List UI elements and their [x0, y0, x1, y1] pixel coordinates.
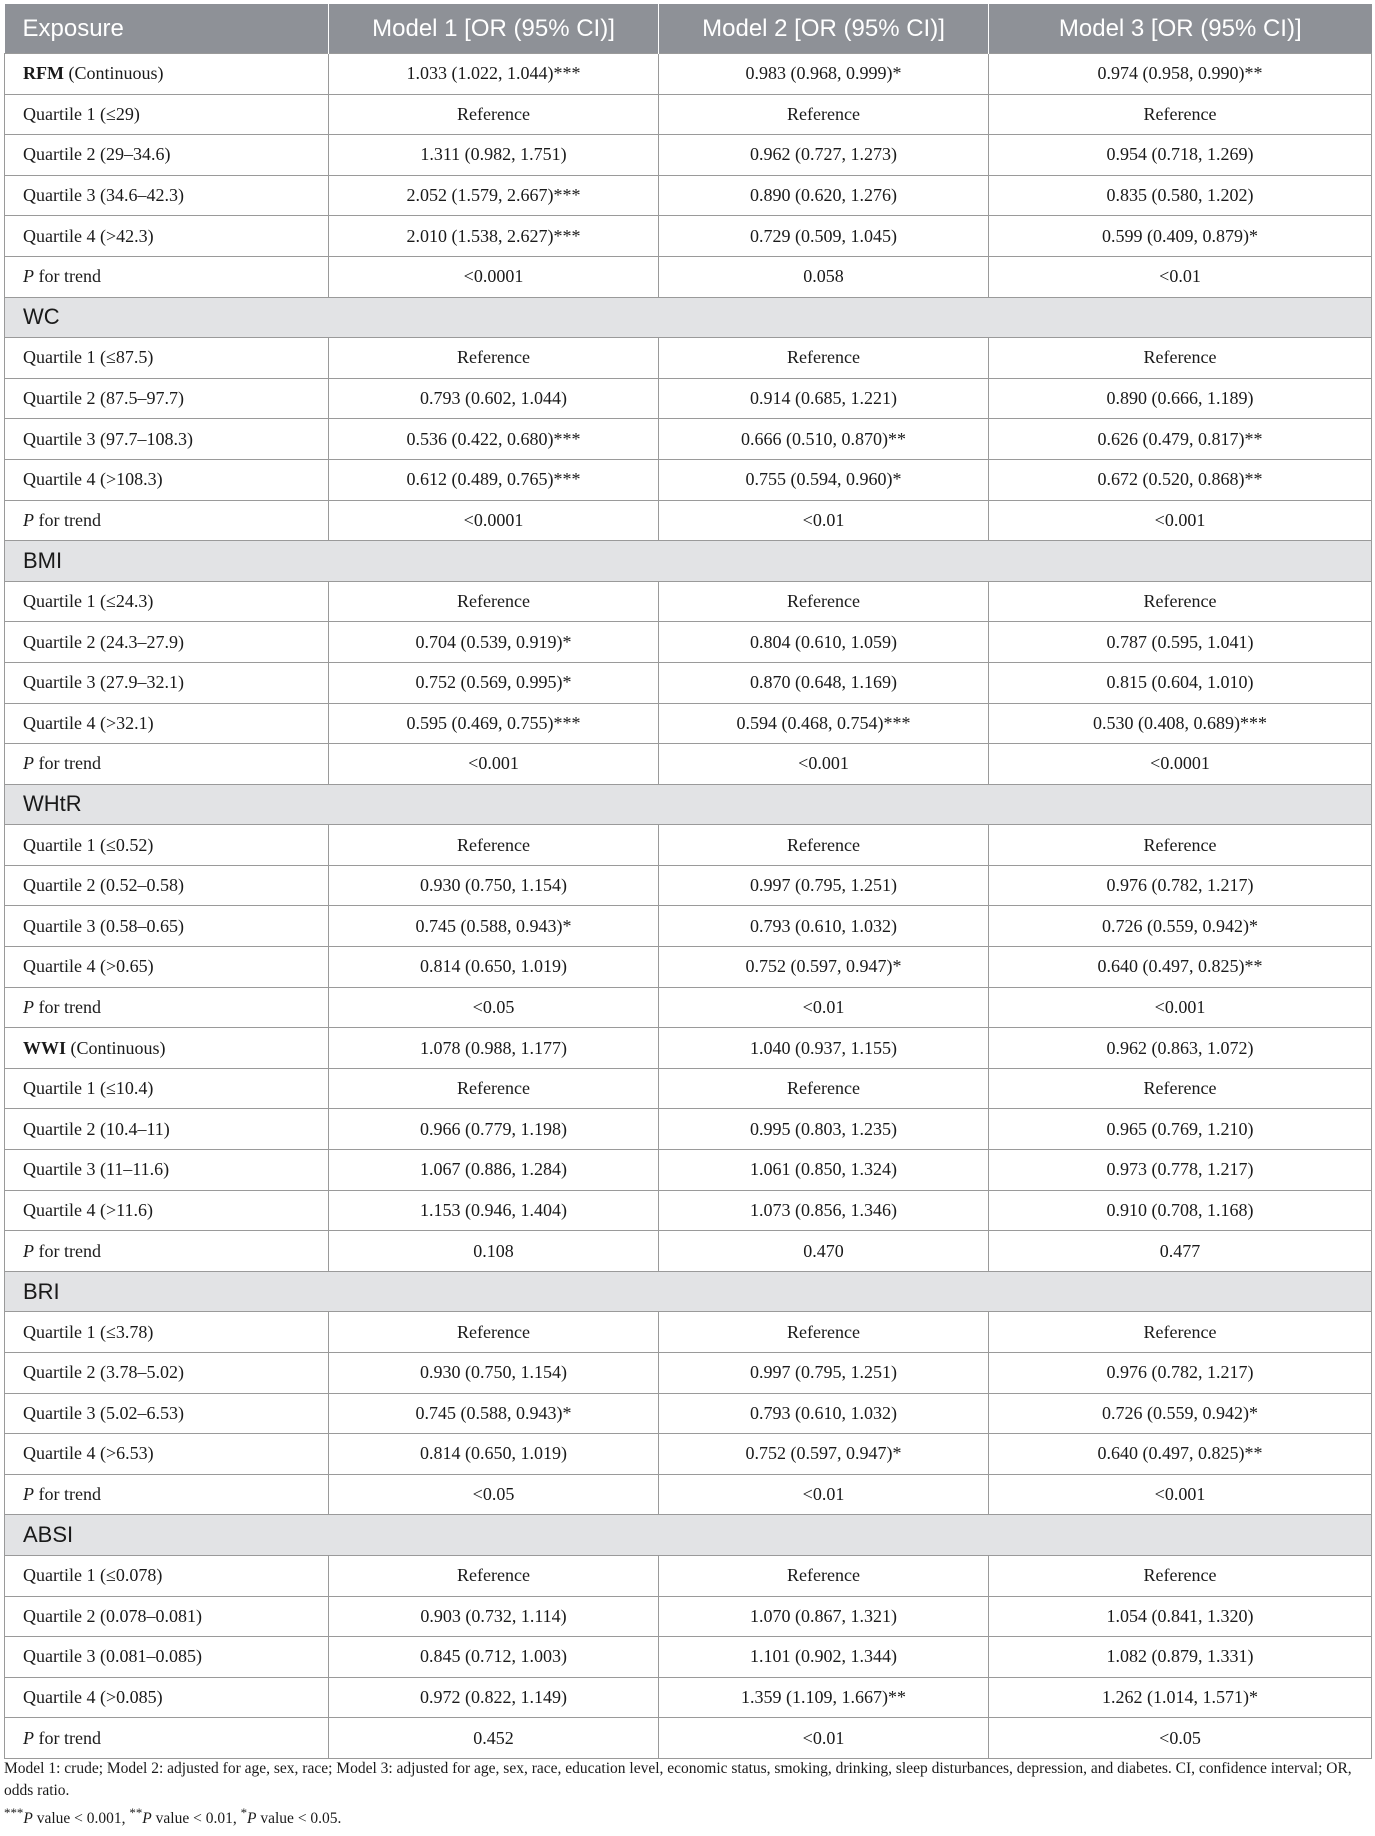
model-1-cell: 0.845 (0.712, 1.003)	[329, 1637, 659, 1678]
model-3-cell: 0.965 (0.769, 1.210)	[989, 1109, 1372, 1150]
exposure-cell	[5, 1068, 329, 1109]
exposure-label: Quartile 1 (≤29)	[23, 103, 140, 124]
model-3-cell: 0.726 (0.559, 0.942)*	[989, 1393, 1372, 1434]
model-2-cell: 0.870 (0.648, 1.169)	[659, 662, 989, 703]
model-3-cell: 0.787 (0.595, 1.041)	[989, 622, 1372, 663]
exposure-label: Quartile 1 (≤3.78)	[23, 1321, 154, 1342]
table-footnote	[4, 1758, 1371, 1830]
section-header-row	[5, 784, 1372, 825]
p-label: P	[23, 996, 34, 1017]
model-2-cell: 0.983 (0.968, 0.999)*	[659, 54, 989, 95]
exposure-label: Quartile 4 (>0.65)	[23, 956, 154, 977]
p-label: P	[23, 266, 34, 287]
model-3-cell: Reference	[989, 1312, 1372, 1353]
exposure-cell	[5, 1353, 329, 1394]
exposure-label: for trend	[34, 266, 101, 287]
exposure-label: Quartile 2 (29–34.6)	[23, 144, 171, 165]
table-row	[5, 947, 1372, 988]
model-1-cell: Reference	[329, 581, 659, 622]
table-row	[5, 459, 1372, 500]
exposure-cell	[5, 1150, 329, 1191]
table-row	[5, 1596, 1372, 1637]
exposure-label: Quartile 4 (>108.3)	[23, 469, 163, 490]
model-2-cell: Reference	[659, 1312, 989, 1353]
model-2-cell: Reference	[659, 825, 989, 866]
p-trend-row	[5, 1718, 1372, 1759]
table-row	[5, 94, 1372, 135]
model-3-cell: 0.626 (0.479, 0.817)**	[989, 419, 1372, 460]
model-1-cell: 0.972 (0.822, 1.149)	[329, 1677, 659, 1718]
model-1-cell: 0.595 (0.469, 0.755)***	[329, 703, 659, 744]
table-row	[5, 1109, 1372, 1150]
model-1-cell: 1.067 (0.886, 1.284)	[329, 1150, 659, 1191]
exposure-cell	[5, 1028, 329, 1069]
model-1-cell: Reference	[329, 825, 659, 866]
table-row	[5, 703, 1372, 744]
results-table-container	[4, 4, 1371, 1759]
exposure-label: Quartile 3 (5.02–6.53)	[23, 1402, 184, 1423]
exposure-cell	[5, 1677, 329, 1718]
model-1-cell: 0.930 (0.750, 1.154)	[329, 1353, 659, 1394]
table-row	[5, 1555, 1372, 1596]
table-row	[5, 1068, 1372, 1109]
exposure-label: Quartile 1 (≤24.3)	[23, 591, 154, 612]
model-2-cell: <0.01	[659, 1718, 989, 1759]
model-2-cell: 0.804 (0.610, 1.059)	[659, 622, 989, 663]
exposure-cell	[5, 703, 329, 744]
exposure-cell	[5, 987, 329, 1028]
exposure-label: Quartile 4 (>32.1)	[23, 712, 154, 733]
exposure-cell	[5, 256, 329, 297]
exposure-label: Quartile 2 (10.4–11)	[23, 1118, 170, 1139]
exposure-cell	[5, 1474, 329, 1515]
model-1-cell: 0.814 (0.650, 1.019)	[329, 1434, 659, 1475]
model-2-cell: 1.040 (0.937, 1.155)	[659, 1028, 989, 1069]
exposure-cell	[5, 1393, 329, 1434]
model-3-cell: <0.001	[989, 500, 1372, 541]
exposure-cell	[5, 338, 329, 379]
model-2-cell: 0.997 (0.795, 1.251)	[659, 1353, 989, 1394]
p-trend-row	[5, 256, 1372, 297]
exposure-cell	[5, 1555, 329, 1596]
model-2-cell: <0.01	[659, 987, 989, 1028]
model-1-cell: Reference	[329, 94, 659, 135]
exposure-label: Quartile 2 (3.78–5.02)	[23, 1362, 184, 1383]
model-2-cell: 0.594 (0.468, 0.754)***	[659, 703, 989, 744]
model-2-cell: <0.001	[659, 744, 989, 785]
model-3-cell: 0.910 (0.708, 1.168)	[989, 1190, 1372, 1231]
model-3-cell: 0.974 (0.958, 0.990)**	[989, 54, 1372, 95]
exposure-cell	[5, 1312, 329, 1353]
header-model-1: Model 1 [OR (95% CI)]	[329, 4, 659, 54]
p-trend-row	[5, 744, 1372, 785]
model-3-cell: <0.0001	[989, 744, 1372, 785]
model-2-cell: 0.470	[659, 1231, 989, 1272]
exposure-label: for trend	[34, 1484, 101, 1505]
model-1-cell: <0.0001	[329, 500, 659, 541]
model-3-cell: 0.477	[989, 1231, 1372, 1272]
model-1-cell: 0.745 (0.588, 0.943)*	[329, 906, 659, 947]
model-2-cell: <0.01	[659, 500, 989, 541]
section-label: BRI	[5, 1271, 1372, 1312]
model-1-cell: 1.311 (0.982, 1.751)	[329, 135, 659, 176]
model-1-cell: 0.108	[329, 1231, 659, 1272]
sig-item: ***P value < 0.001,	[4, 1805, 130, 1828]
model-3-cell: 0.962 (0.863, 1.072)	[989, 1028, 1372, 1069]
table-body	[5, 54, 1372, 1759]
exposure-cell	[5, 744, 329, 785]
model-2-cell: 0.997 (0.795, 1.251)	[659, 865, 989, 906]
model-1-cell: 0.752 (0.569, 0.995)*	[329, 662, 659, 703]
exposure-cell	[5, 581, 329, 622]
model-1-cell: 0.930 (0.750, 1.154)	[329, 865, 659, 906]
exposure-label: Quartile 4 (>6.53)	[23, 1443, 154, 1464]
model-2-cell: 0.666 (0.510, 0.870)**	[659, 419, 989, 460]
table-row	[5, 1434, 1372, 1475]
exposure-label: for trend	[34, 753, 101, 774]
model-1-cell: <0.05	[329, 987, 659, 1028]
model-1-cell: 1.033 (1.022, 1.044)***	[329, 54, 659, 95]
model-1-cell: <0.05	[329, 1474, 659, 1515]
table-row	[5, 216, 1372, 257]
model-1-cell: 0.536 (0.422, 0.680)***	[329, 419, 659, 460]
model-1-cell: 0.814 (0.650, 1.019)	[329, 947, 659, 988]
exposure-label: (Continuous)	[66, 1037, 166, 1058]
model-2-cell: <0.01	[659, 1474, 989, 1515]
model-2-cell: 1.073 (0.856, 1.346)	[659, 1190, 989, 1231]
p-trend-row	[5, 500, 1372, 541]
model-1-cell: 0.903 (0.732, 1.114)	[329, 1596, 659, 1637]
model-3-cell: 1.054 (0.841, 1.320)	[989, 1596, 1372, 1637]
exposure-label: Quartile 4 (>42.3)	[23, 225, 154, 246]
table-row	[5, 662, 1372, 703]
exposure-cell	[5, 1190, 329, 1231]
model-2-cell: 0.752 (0.597, 0.947)*	[659, 947, 989, 988]
exposure-label: Quartile 1 (≤10.4)	[23, 1078, 154, 1099]
model-2-cell: Reference	[659, 581, 989, 622]
p-label: P	[23, 509, 34, 530]
table-row	[5, 622, 1372, 663]
model-3-cell: 0.835 (0.580, 1.202)	[989, 175, 1372, 216]
model-3-cell: 0.973 (0.778, 1.217)	[989, 1150, 1372, 1191]
exposure-label: Quartile 3 (0.58–0.65)	[23, 915, 184, 936]
model-2-cell: 0.793 (0.610, 1.032)	[659, 906, 989, 947]
section-header-row	[5, 1271, 1372, 1312]
exposure-label: Quartile 4 (>0.085)	[23, 1687, 163, 1708]
model-1-cell: 0.704 (0.539, 0.919)*	[329, 622, 659, 663]
model-3-cell: Reference	[989, 94, 1372, 135]
model-1-cell: Reference	[329, 1312, 659, 1353]
exposure-label: Quartile 2 (0.078–0.081)	[23, 1605, 202, 1626]
model-2-cell: Reference	[659, 1068, 989, 1109]
exposure-label: for trend	[34, 1727, 101, 1748]
exposure-label: (Continuous)	[63, 63, 164, 84]
odds-ratio-table	[4, 4, 1372, 1759]
exposure-cell	[5, 175, 329, 216]
exposure-cell	[5, 622, 329, 663]
table-row	[5, 175, 1372, 216]
section-label: WHtR	[5, 784, 1372, 825]
exposure-label: Quartile 3 (27.9–32.1)	[23, 672, 184, 693]
exposure-cell	[5, 906, 329, 947]
section-label: WC	[5, 297, 1372, 338]
model-2-cell: 1.070 (0.867, 1.321)	[659, 1596, 989, 1637]
exposure-label: Quartile 2 (24.3–27.9)	[23, 631, 184, 652]
table-row	[5, 581, 1372, 622]
section-label: BMI	[5, 541, 1372, 582]
exposure-cell	[5, 419, 329, 460]
exposure-cell	[5, 378, 329, 419]
p-trend-row	[5, 1474, 1372, 1515]
section-header-row	[5, 541, 1372, 582]
model-1-cell: 0.612 (0.489, 0.765)***	[329, 459, 659, 500]
exposure-label: for trend	[34, 1240, 101, 1261]
model-3-cell: Reference	[989, 338, 1372, 379]
p-label: P	[23, 1484, 34, 1505]
model-1-cell: 0.966 (0.779, 1.198)	[329, 1109, 659, 1150]
exposure-cell	[5, 135, 329, 176]
exposure-name: WWI	[23, 1037, 67, 1058]
footnote-models: Model 1: crude; Model 2: adjusted for age, sex, race; Model 3: adjusted for age, sex, race, education level, economic status, smoking, drinking, sleep disturbances, depression, and diabetes. CI, confidence interval; OR, odds ratio.	[4, 1760, 1352, 1799]
table-row	[5, 135, 1372, 176]
exposure-cell	[5, 216, 329, 257]
p-label: P	[23, 1727, 34, 1748]
exposure-cell	[5, 459, 329, 500]
exposure-label: for trend	[34, 996, 101, 1017]
exposure-cell	[5, 825, 329, 866]
table-header-row	[5, 4, 1372, 54]
table-row	[5, 906, 1372, 947]
model-3-cell: 0.890 (0.666, 1.189)	[989, 378, 1372, 419]
exposure-cell	[5, 94, 329, 135]
model-2-cell: 0.995 (0.803, 1.235)	[659, 1109, 989, 1150]
model-1-cell: 2.010 (1.538, 2.627)***	[329, 216, 659, 257]
model-3-cell: 0.599 (0.409, 0.879)*	[989, 216, 1372, 257]
model-2-cell: 0.962 (0.727, 1.273)	[659, 135, 989, 176]
model-3-cell: 0.640 (0.497, 0.825)**	[989, 947, 1372, 988]
model-3-cell: <0.05	[989, 1718, 1372, 1759]
model-2-cell: 0.890 (0.620, 1.276)	[659, 175, 989, 216]
exposure-cell	[5, 662, 329, 703]
table-row	[5, 1353, 1372, 1394]
p-trend-row	[5, 987, 1372, 1028]
table-row	[5, 1393, 1372, 1434]
model-1-cell: 0.745 (0.588, 0.943)*	[329, 1393, 659, 1434]
model-2-cell: Reference	[659, 1555, 989, 1596]
model-3-cell: 0.976 (0.782, 1.217)	[989, 865, 1372, 906]
exposure-cell	[5, 1231, 329, 1272]
model-3-cell: 0.976 (0.782, 1.217)	[989, 1353, 1372, 1394]
table-row	[5, 825, 1372, 866]
exposure-label: Quartile 1 (≤87.5)	[23, 347, 154, 368]
exposure-cell	[5, 500, 329, 541]
exposure-cell	[5, 1434, 329, 1475]
model-3-cell: 0.672 (0.520, 0.868)**	[989, 459, 1372, 500]
exposure-label: Quartile 1 (≤0.52)	[23, 834, 154, 855]
exposure-name: RFM	[23, 63, 64, 84]
table-row	[5, 1677, 1372, 1718]
model-1-cell: 0.793 (0.602, 1.044)	[329, 378, 659, 419]
model-2-cell: 1.101 (0.902, 1.344)	[659, 1637, 989, 1678]
model-2-cell: Reference	[659, 338, 989, 379]
exposure-label: Quartile 1 (≤0.078)	[23, 1565, 163, 1586]
table-row	[5, 1637, 1372, 1678]
model-1-cell: <0.0001	[329, 256, 659, 297]
model-2-cell: 0.729 (0.509, 1.045)	[659, 216, 989, 257]
table-row	[5, 865, 1372, 906]
exposure-label: Quartile 3 (97.7–108.3)	[23, 428, 193, 449]
sig-item: **P value < 0.01,	[129, 1805, 241, 1828]
model-1-cell: Reference	[329, 338, 659, 379]
header-exposure: Exposure	[5, 4, 329, 54]
exposure-cell	[5, 947, 329, 988]
table-row	[5, 1028, 1372, 1069]
model-2-cell: Reference	[659, 94, 989, 135]
model-2-cell: 0.793 (0.610, 1.032)	[659, 1393, 989, 1434]
model-3-cell: 1.262 (1.014, 1.571)*	[989, 1677, 1372, 1718]
table-row	[5, 1312, 1372, 1353]
table-row	[5, 1190, 1372, 1231]
exposure-cell	[5, 1718, 329, 1759]
exposure-label: Quartile 3 (0.081–0.085)	[23, 1646, 202, 1667]
exposure-cell	[5, 54, 329, 95]
model-1-cell: <0.001	[329, 744, 659, 785]
exposure-label: Quartile 2 (87.5–97.7)	[23, 388, 184, 409]
exposure-cell	[5, 1596, 329, 1637]
model-1-cell: Reference	[329, 1555, 659, 1596]
model-2-cell: 1.359 (1.109, 1.667)**	[659, 1677, 989, 1718]
table-row	[5, 378, 1372, 419]
header-model-2: Model 2 [OR (95% CI)]	[659, 4, 989, 54]
model-2-cell: 0.914 (0.685, 1.221)	[659, 378, 989, 419]
exposure-label: Quartile 4 (>11.6)	[23, 1199, 153, 1220]
model-2-cell: 0.755 (0.594, 0.960)*	[659, 459, 989, 500]
model-3-cell: 0.530 (0.408, 0.689)***	[989, 703, 1372, 744]
p-trend-row	[5, 1231, 1372, 1272]
model-3-cell: Reference	[989, 1068, 1372, 1109]
model-2-cell: 0.752 (0.597, 0.947)*	[659, 1434, 989, 1475]
section-label: ABSI	[5, 1515, 1372, 1556]
model-2-cell: 0.058	[659, 256, 989, 297]
header-model-3: Model 3 [OR (95% CI)]	[989, 4, 1372, 54]
model-3-cell: <0.001	[989, 987, 1372, 1028]
model-3-cell: 0.815 (0.604, 1.010)	[989, 662, 1372, 703]
model-1-cell: Reference	[329, 1068, 659, 1109]
model-3-cell: Reference	[989, 581, 1372, 622]
exposure-cell	[5, 1637, 329, 1678]
model-1-cell: 2.052 (1.579, 2.667)***	[329, 175, 659, 216]
model-3-cell: <0.001	[989, 1474, 1372, 1515]
p-label: P	[23, 753, 34, 774]
section-header-row	[5, 297, 1372, 338]
model-3-cell: Reference	[989, 1555, 1372, 1596]
sig-item: *P value < 0.05.	[240, 1805, 342, 1828]
exposure-label: for trend	[34, 509, 101, 530]
model-3-cell: 0.640 (0.497, 0.825)**	[989, 1434, 1372, 1475]
model-3-cell: <0.01	[989, 256, 1372, 297]
table-row	[5, 419, 1372, 460]
table-row	[5, 1150, 1372, 1191]
p-label: P	[23, 1240, 34, 1261]
model-1-cell: 1.153 (0.946, 1.404)	[329, 1190, 659, 1231]
exposure-cell	[5, 1109, 329, 1150]
exposure-cell	[5, 865, 329, 906]
table-row	[5, 54, 1372, 95]
exposure-label: Quartile 3 (11–11.6)	[23, 1159, 170, 1180]
model-3-cell: 0.726 (0.559, 0.942)*	[989, 906, 1372, 947]
section-header-row	[5, 1515, 1372, 1556]
model-3-cell: 0.954 (0.718, 1.269)	[989, 135, 1372, 176]
exposure-label: Quartile 2 (0.52–0.58)	[23, 875, 184, 896]
model-3-cell: Reference	[989, 825, 1372, 866]
table-row	[5, 338, 1372, 379]
model-3-cell: 1.082 (0.879, 1.331)	[989, 1637, 1372, 1678]
model-1-cell: 1.078 (0.988, 1.177)	[329, 1028, 659, 1069]
model-1-cell: 0.452	[329, 1718, 659, 1759]
footnote-significance	[4, 1802, 1371, 1830]
model-2-cell: 1.061 (0.850, 1.324)	[659, 1150, 989, 1191]
exposure-label: Quartile 3 (34.6–42.3)	[23, 185, 184, 206]
